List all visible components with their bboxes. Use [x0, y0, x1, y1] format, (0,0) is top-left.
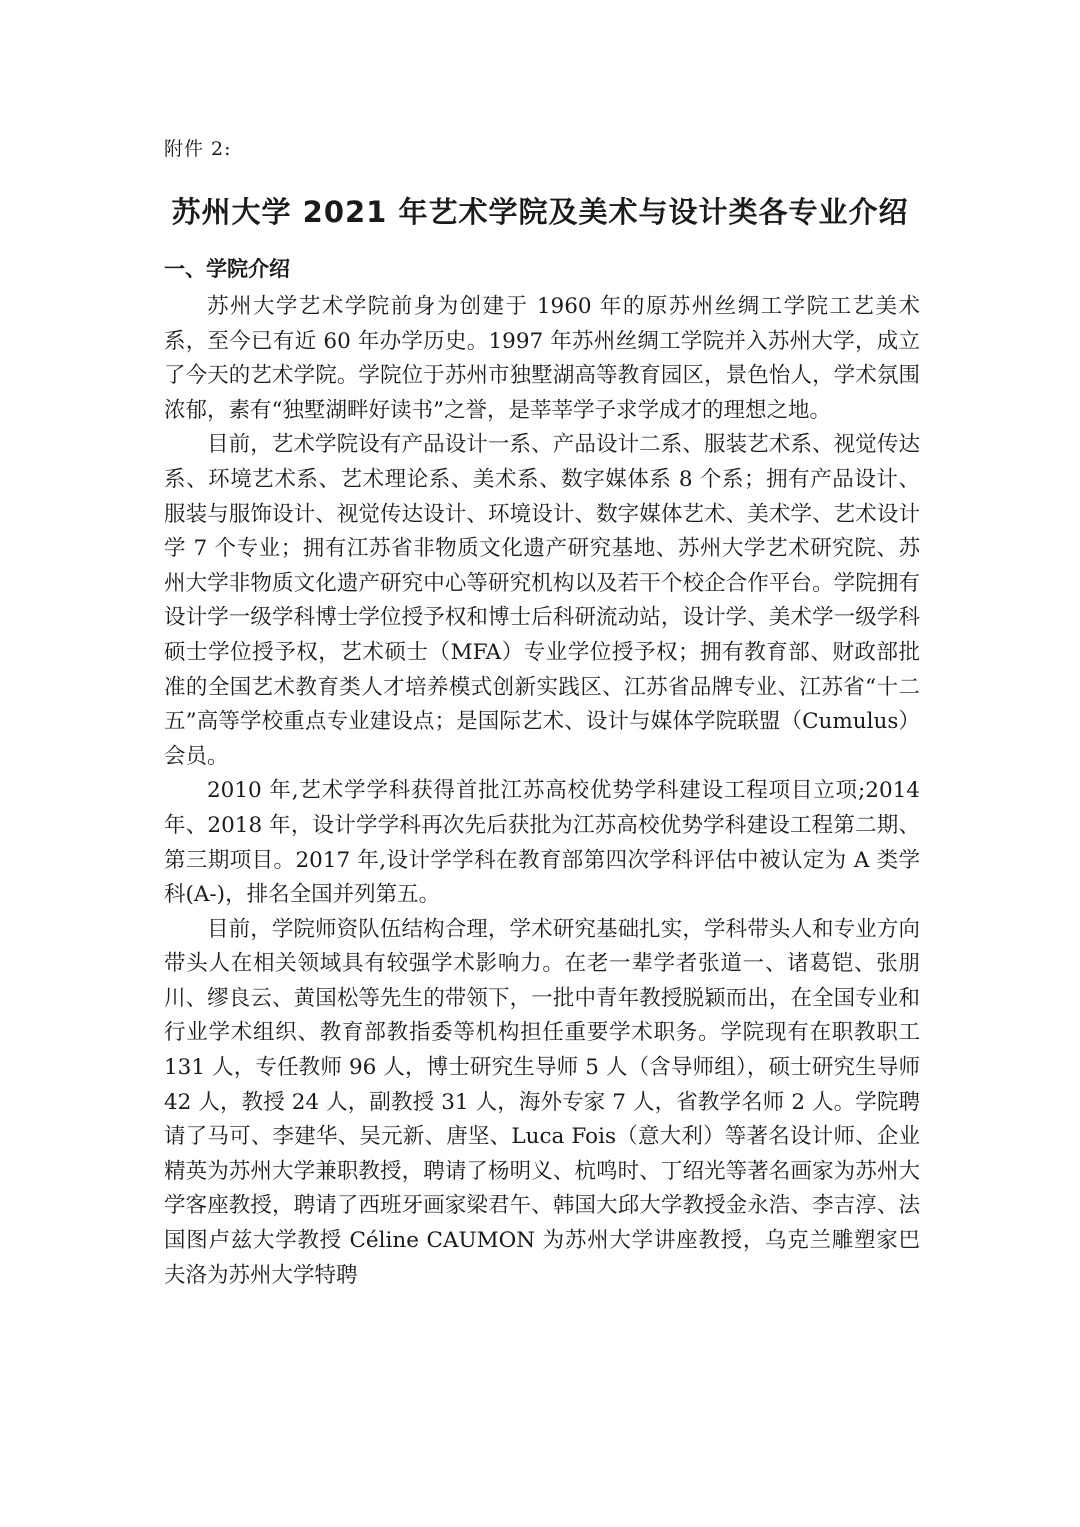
paragraph: 2010 年,艺术学学科获得首批江苏高校优势学科建设工程项目立项;2014 年、2018 年，设计学学科再次先后获批为江苏高校优势学科建设工程第二期、第三期项目。2017 年,设计学学科在教育部第四次学科评估中被认定为 A 类学科(A-)，排名全国并列第五。: [164, 778, 920, 908]
paragraph: 目前，学院师资队伍结构合理，学术研究基础扎实，学科带头人和专业方向带头人在相关领域具有较强学术影响力。在老一辈学者张道一、诸葛铠、张朋川、缪良云、黄国松等先生的带领下，一批中青年教授脱颖而出，在全国专业和行业学术组织、教育部教指委等机构担任重要学术职务。学院现有在职教职工 131 人，专任教师 96 人，博士研究生导师 5 人（含导师组），硕士研究生导师 42 人，教授 24 人，副教授 31 人，海外专家 7 人，省教学名师 2 人。学院聘请了马可、李建华、吴元新、唐坚、Luca Fois（意大利）等著名设计师、企业精英为苏州大学兼职教授，聘请了杨明义、杭鸣时、丁绍光等著名画家为苏州大学客座教授，聘请了西班牙画家梁君午、韩国大邱大学教授金永浩、李吉淳、法国图卢兹大学教授 Céline CAUMON 为苏州大学讲座教授，乌克兰雕塑家巴夫洛为苏州大学特聘: [164, 916, 920, 1288]
document-body: [164, 290, 920, 1293]
section-heading: 一、学院介绍: [164, 257, 290, 281]
attachment-label: 附件 2:: [164, 138, 232, 160]
paragraph: 目前，艺术学院设有产品设计一系、产品设计二系、服装艺术系、视觉传达系、环境艺术系、艺术理论系、美术系、数字媒体系 8 个系；拥有产品设计、服装与服饰设计、视觉传达设计、环境设计、数字媒体艺术、美术学、艺术设计学 7 个专业；拥有江苏省非物质文化遗产研究基地、苏州大学艺术研究院、苏州大学非物质文化遗产研究中心等研究机构以及若干个校企合作平台。学院拥有设计学一级学科博士学位授予权和博士后科研流动站，设计学、美术学一级学科硕士学位授予权，艺术硕士（MFA）专业学位授予权；拥有教育部、财政部批准的全国艺术教育类人才培养模式创新实践区、江苏省品牌专业、江苏省“十二五”高等学校重点专业建设点；是国际艺术、设计与媒体学院联盟（Cumulus）会员。: [164, 432, 920, 769]
document-title: 苏州大学 2021 年艺术学院及美术与设计类各专业介绍: [171, 195, 909, 229]
paragraph: 苏州大学艺术学院前身为创建于 1960 年的原苏州丝绸工学院工艺美术系，至今已有近 60 年办学历史。1997 年苏州丝绸工学院并入苏州大学，成立了今天的艺术学院。学院位于苏州市独墅湖高等教育园区，景色怡人，学术氛围浓郁，素有“独墅湖畔好读书”之誉，是莘莘学子求学成才的理想之地。: [164, 294, 920, 423]
